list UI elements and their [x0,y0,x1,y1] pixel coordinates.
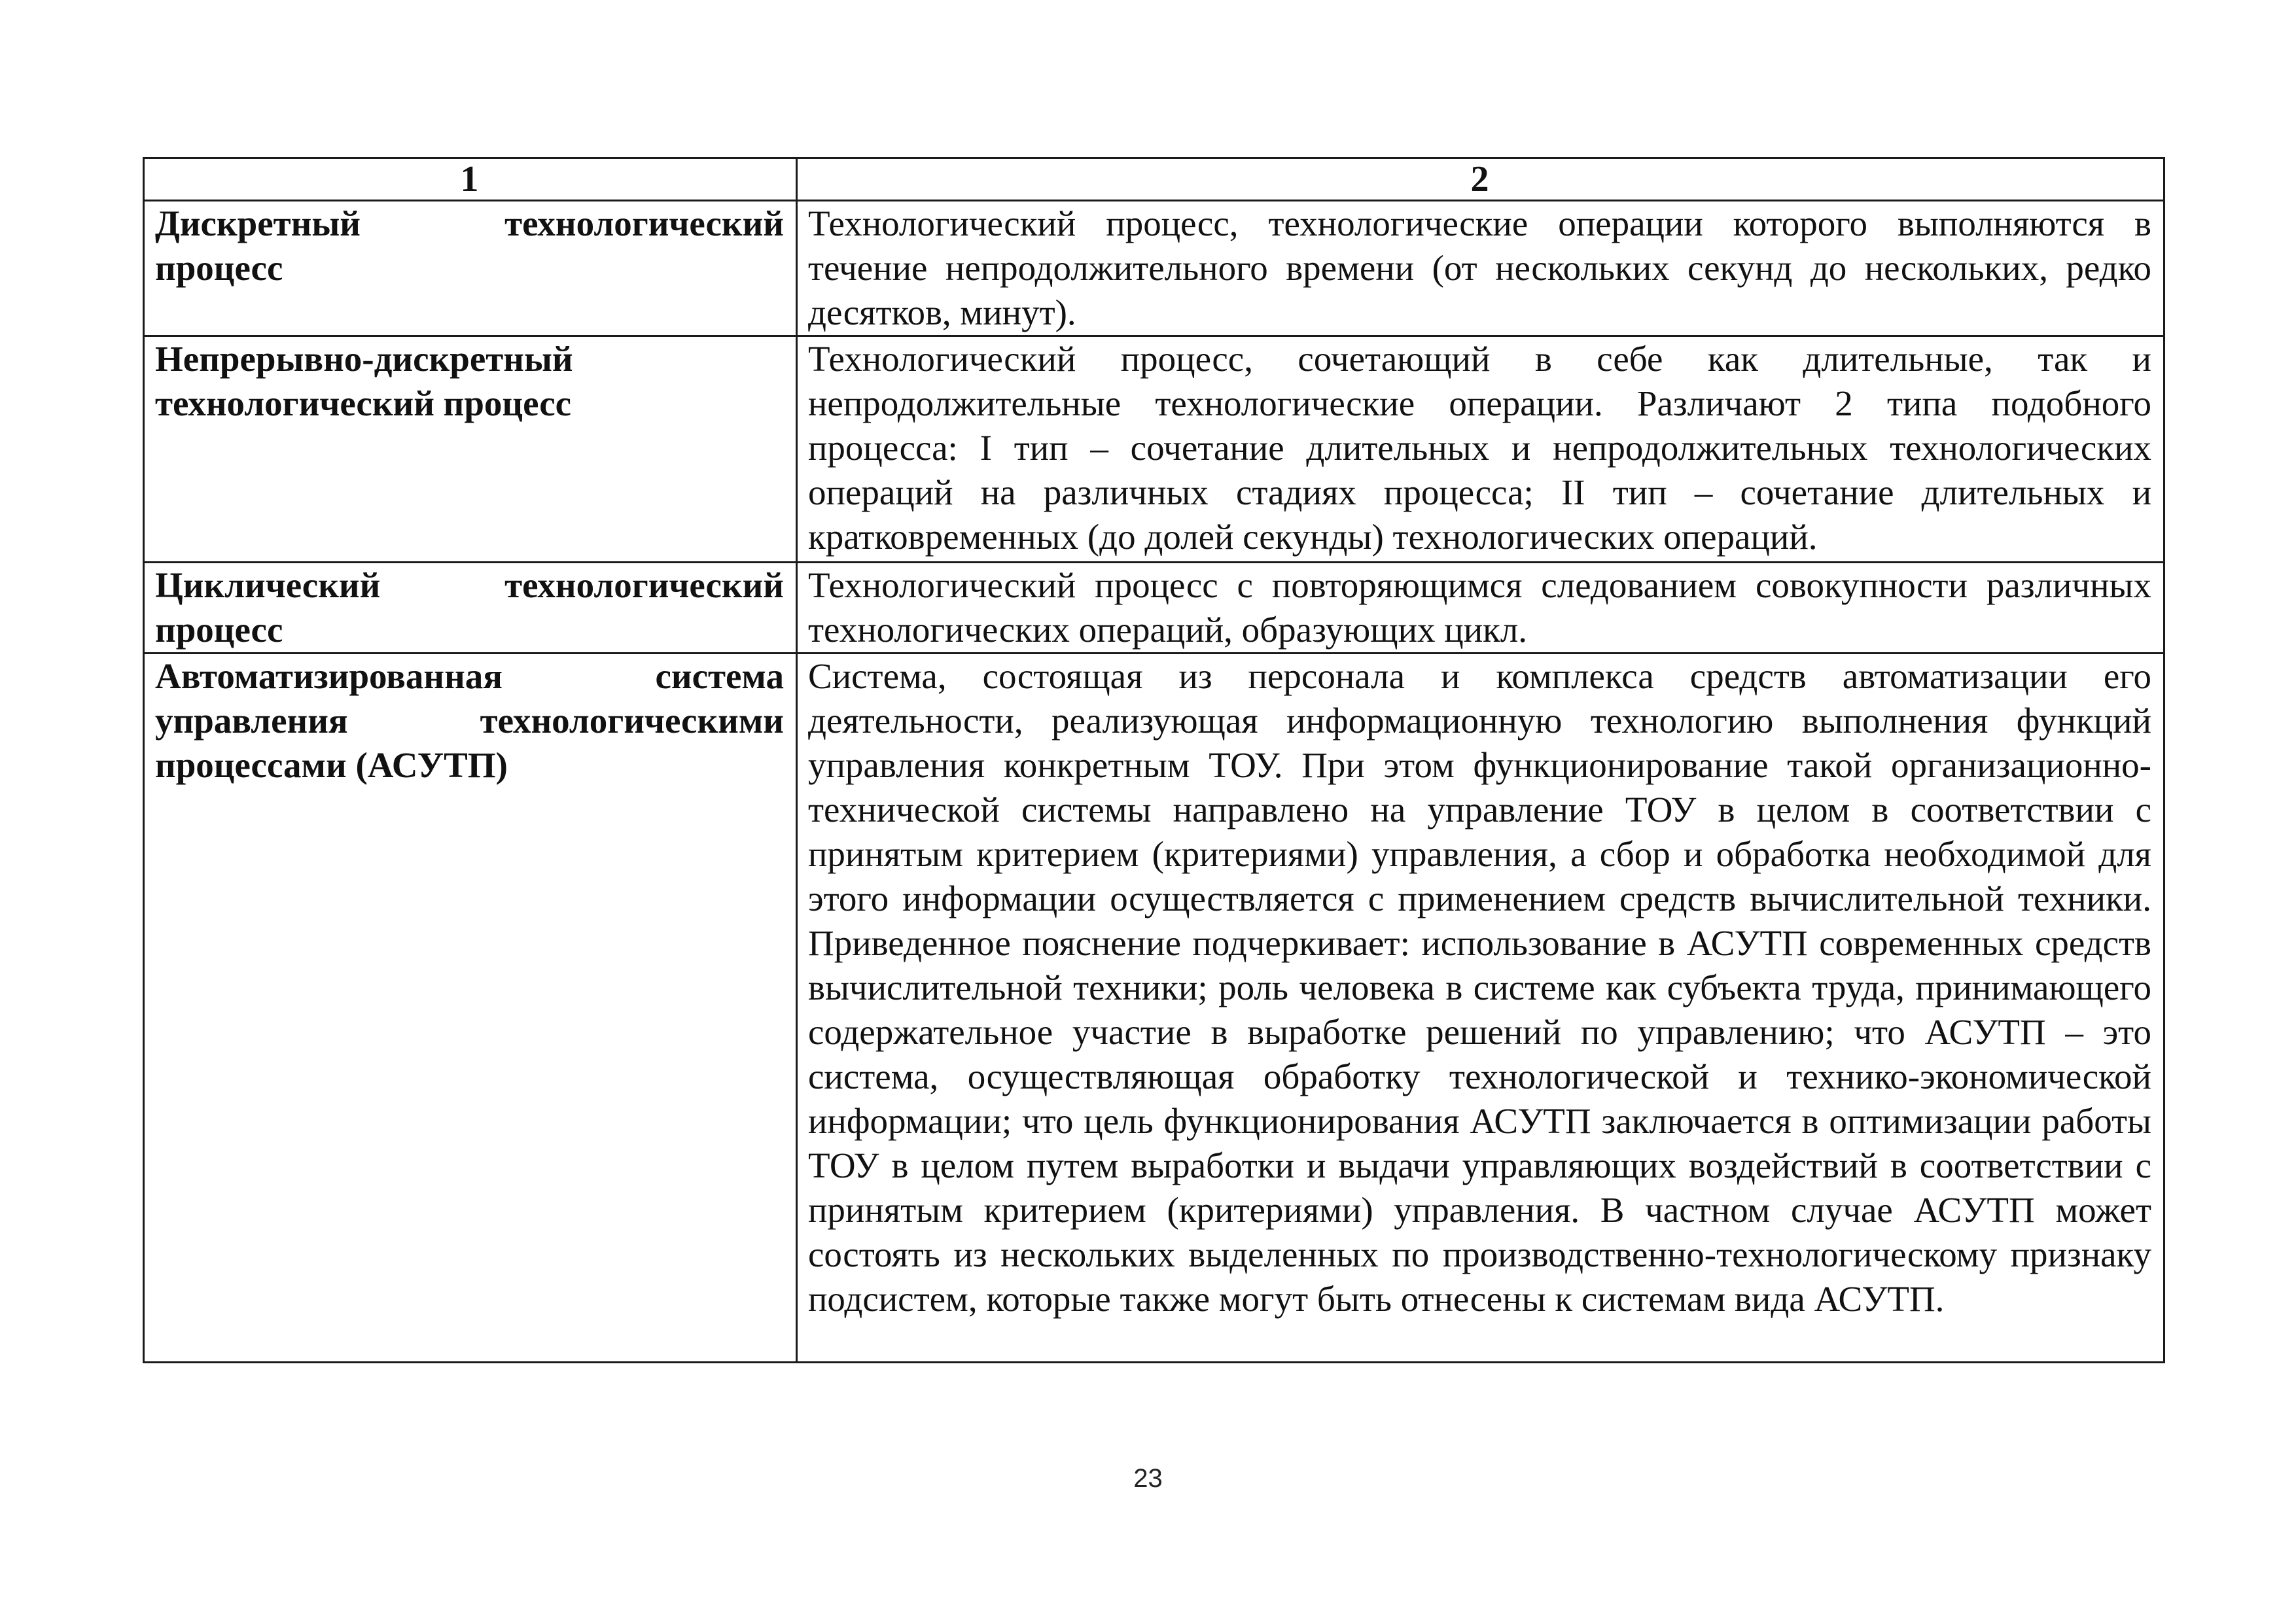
glossary-table [143,157,2165,1363]
term-cell: Непрерывно-дискретный технологический процесс [144,336,797,563]
column-header-2: 2 [797,158,2164,201]
table-row [144,336,2164,563]
definition-cell: Технологический процесс с повторяющимся следованием совокупности различных технологических операций, образующих цикл. [797,563,2164,654]
definition-cell: Технологический процесс, технологические операции которого выполняются в течение непродолжительного времени (от нескольких секунд до нескольких, редко десятков, минут). [797,201,2164,336]
table-row [144,201,2164,336]
table-row [144,654,2164,1363]
table-header-row [144,158,2164,201]
term-cell: Циклический технологический процесс [144,563,797,654]
definition-cell: Технологический процесс, сочетающий в себе как длительные, так и непродолжительные технологические операции. Различают 2 типа подобного процесса: I тип – сочетание длительных и непродолжительных технологических операций на различных стадиях процесса; II тип – сочетание длительных и кратковременных (до долей секунды) технологических операций. [797,336,2164,563]
term-cell: Дискретный технологический процесс [144,201,797,336]
table-row [144,563,2164,654]
page-number: 23 [1133,1464,1163,1493]
column-header-1: 1 [144,158,797,201]
term-cell: Автоматизированная система управления технологическими процессами (АСУТП) [144,654,797,1363]
definition-cell: Система, состоящая из персонала и комплекса средств автоматизации его деятельности, реализующая информационную технологию выполнения функций управления конкретным ТОУ. При этом функционирование такой организационно-технической системы направлено на управление ТОУ в целом в соответствии с принятым критерием (критериями) управления, а сбор и обработка необходимой для этого информации осуществляется с применением средств вычислительной техники. Приведенное пояснение подчеркивает: использование в АСУТП современных средств вычислительной техники; роль человека в системе как субъекта труда, принимающего содержательное участие в выработке решений по управлению; что АСУТП – это система, осуществляющая обработку технологической и технико-экономической информации; что цель функционирования АСУТП заключается в оптимизации работы ТОУ в целом путем выработки и выдачи управляющих воздействий в соответствии с принятым критерием (критериями) управления. В частном случае АСУТП может состоять из нескольких выделенных по производственно-технологическому признаку подсистем, которые также могут быть отнесены к системам вида АСУТП. [797,654,2164,1363]
